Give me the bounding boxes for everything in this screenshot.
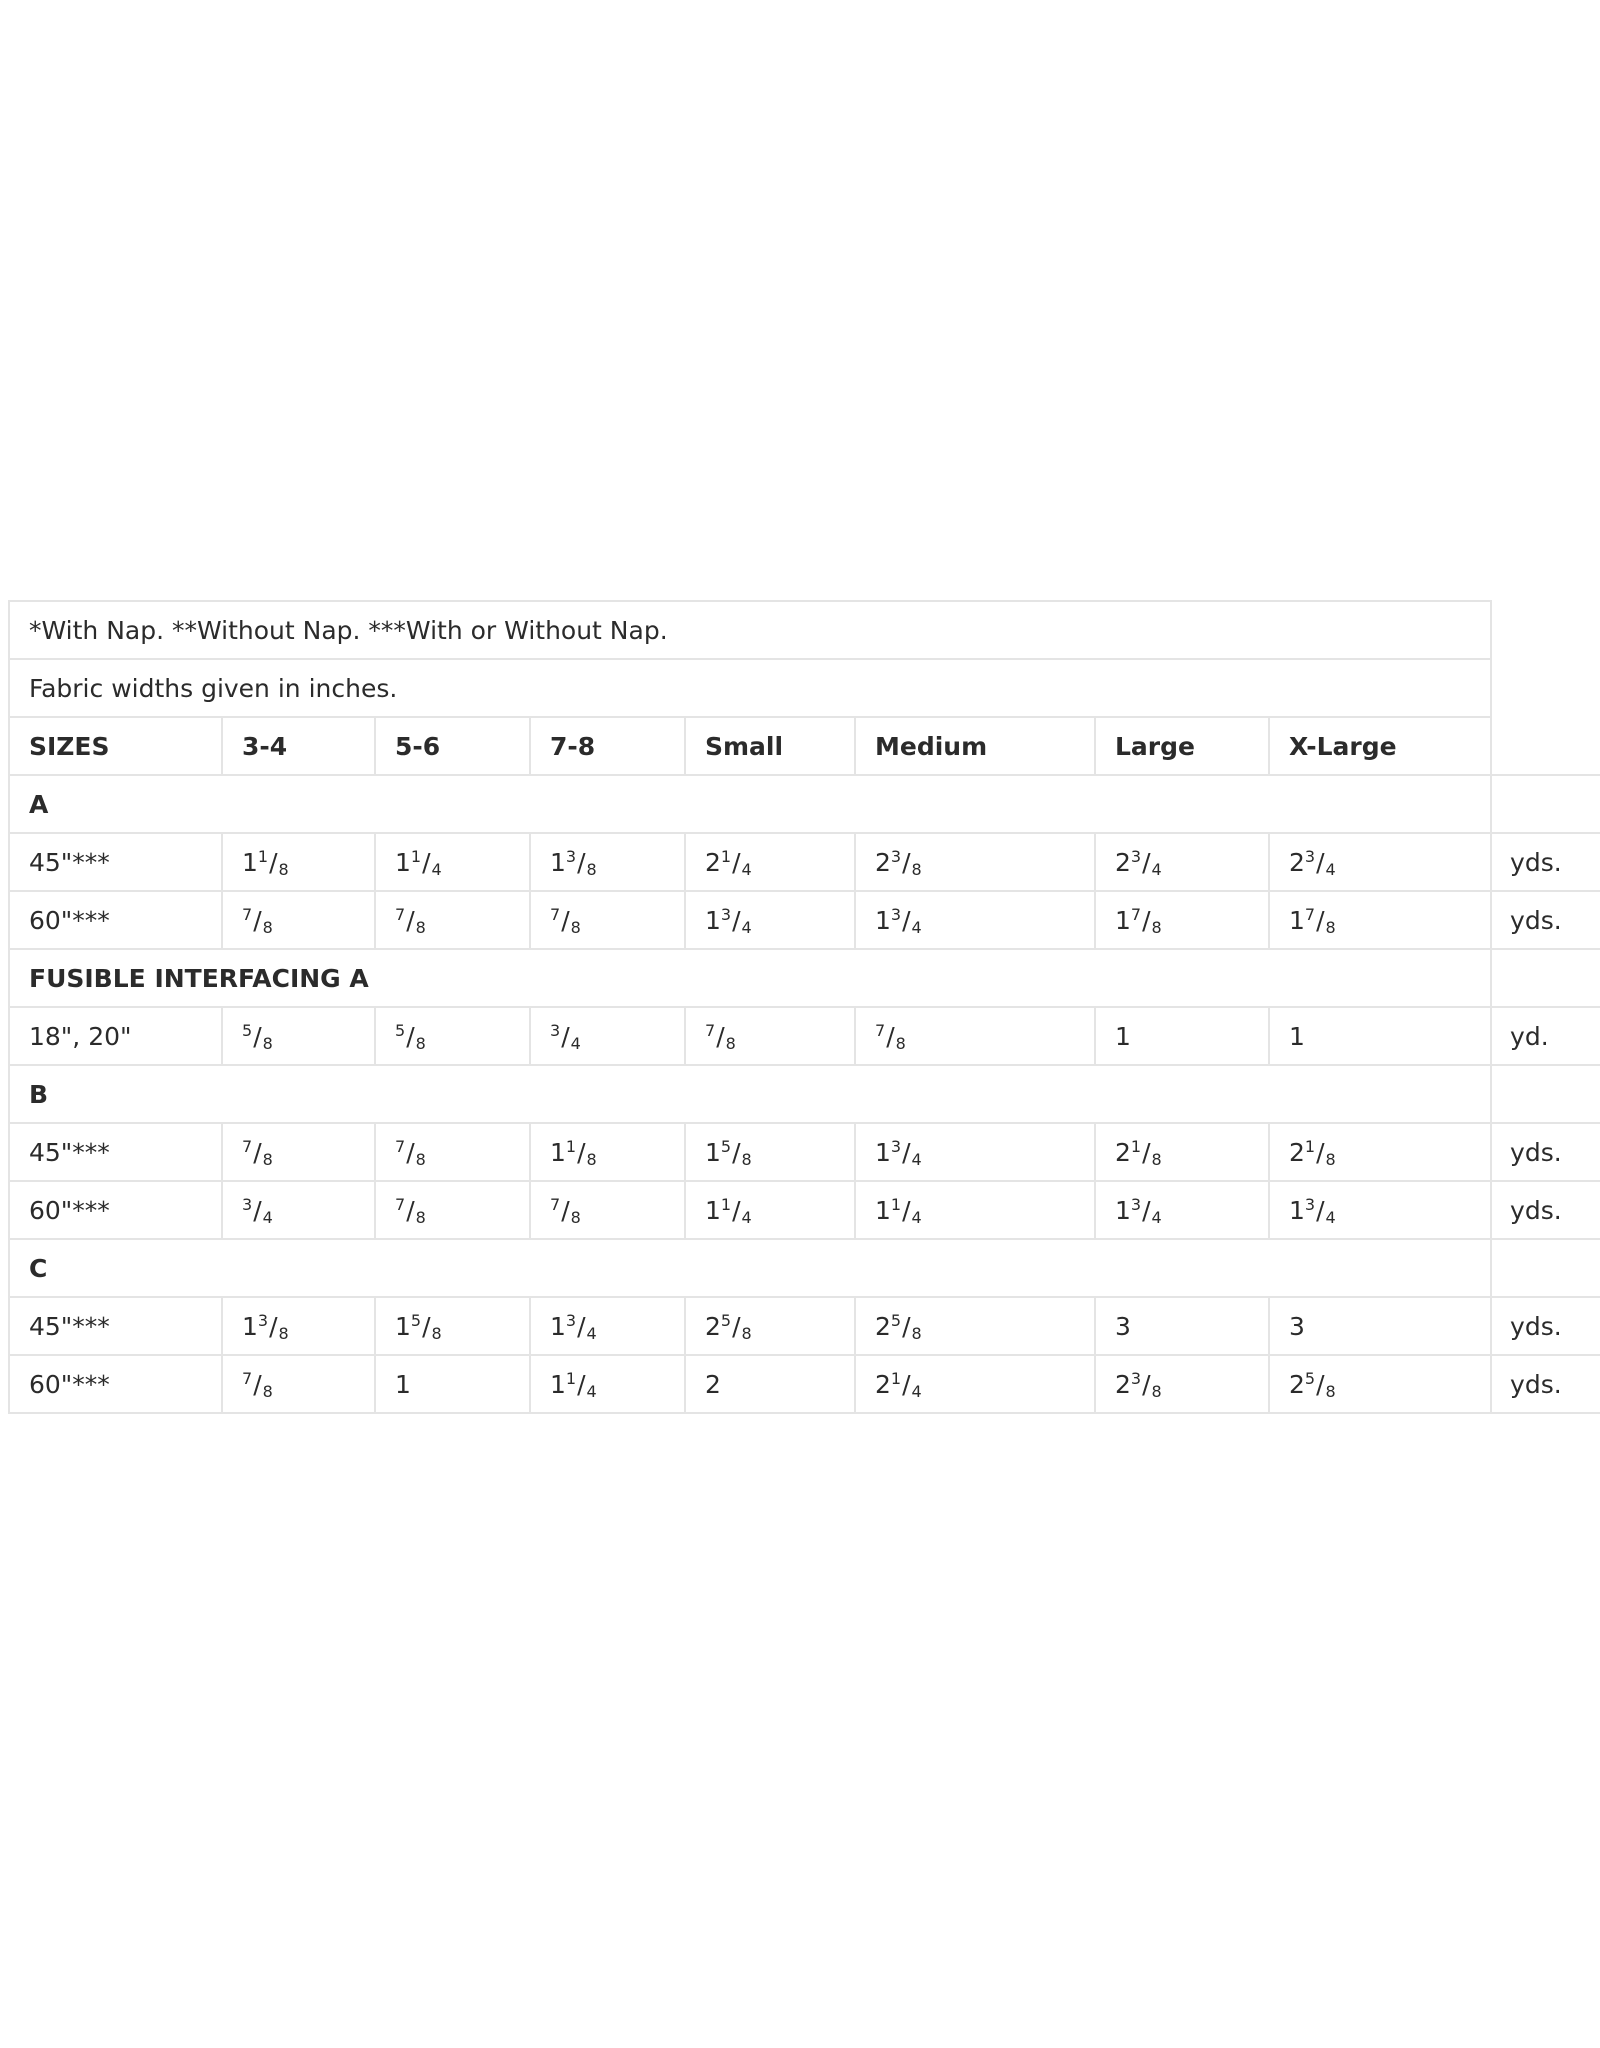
yardage-value: $2^1/_8$ [1095,1123,1269,1181]
section-title: C [9,1239,1491,1297]
yardage-row [9,1123,1600,1181]
yardage-value: $2^1/_8$ [1269,1123,1491,1181]
yardage-value: $1^7/_8$ [1269,891,1491,949]
yardage-value: $1^1/_4$ [530,1355,685,1413]
yardage-row [9,1181,1600,1239]
yardage-row [9,1297,1600,1355]
empty-cell [1491,1065,1600,1123]
fabric-width: 60"*** [9,891,222,949]
size-header: Small [685,717,855,775]
yardage-row [9,891,1600,949]
empty-cell [1491,659,1600,717]
note-row [9,659,1600,717]
yardage-value: $^7/_8$ [855,1007,1095,1065]
unit-label: yd. [1491,1007,1600,1065]
yardage-value: $^7/_8$ [530,891,685,949]
yardage-value: $^7/_8$ [222,1123,375,1181]
yardage-value: $1^3/_4$ [1269,1181,1491,1239]
yardage-value: 1 [375,1355,530,1413]
size-header: 3-4 [222,717,375,775]
yardage-value: $2^5/_8$ [685,1297,855,1355]
unit-label: yds. [1491,1123,1600,1181]
fabric-width: 60"*** [9,1355,222,1413]
yardage-row [9,833,1600,891]
yardage-value: $2^3/_4$ [1095,833,1269,891]
section-title-row [9,775,1600,833]
yardage-value: $2^1/_4$ [855,1355,1095,1413]
yardage-value: $1^3/_8$ [222,1297,375,1355]
yardage-value: $^5/_8$ [222,1007,375,1065]
yardage-value: 3 [1095,1297,1269,1355]
fabric-width: 18", 20" [9,1007,222,1065]
yardage-value: $1^3/_4$ [855,891,1095,949]
unit-label: yds. [1491,1297,1600,1355]
table-body [9,601,1600,1413]
yardage-value: $2^3/_8$ [1095,1355,1269,1413]
nap-note: *With Nap. **Without Nap. ***With or Without Nap. [9,601,1491,659]
size-header: Large [1095,717,1269,775]
yardage-value: 1 [1095,1007,1269,1065]
section-title-row [9,1239,1600,1297]
size-header: 5-6 [375,717,530,775]
yardage-value: $^7/_8$ [530,1181,685,1239]
yardage-value: $1^3/_4$ [530,1297,685,1355]
fabric-width: 60"*** [9,1181,222,1239]
yardage-value: $1^7/_8$ [1095,891,1269,949]
yardage-row [9,1007,1600,1065]
unit-label: yds. [1491,833,1600,891]
size-header: X-Large [1269,717,1491,775]
unit-label: yds. [1491,1355,1600,1413]
yardage-value: $1^3/_4$ [1095,1181,1269,1239]
yardage-value: $2^1/_4$ [685,833,855,891]
yardage-value: $2^5/_8$ [1269,1355,1491,1413]
yardage-chart [8,600,1600,1414]
size-header: Medium [855,717,1095,775]
empty-cell [1491,949,1600,1007]
yardage-value: $1^3/_8$ [530,833,685,891]
yardage-value: $^7/_8$ [222,1355,375,1413]
yardage-value: $^7/_8$ [375,1181,530,1239]
yardage-row [9,1355,1600,1413]
yardage-value: $2^5/_8$ [855,1297,1095,1355]
yardage-value: $2^3/_4$ [1269,833,1491,891]
yardage-value: $1^1/_8$ [530,1123,685,1181]
yardage-value: $^7/_8$ [222,891,375,949]
yardage-value: $1^1/_8$ [222,833,375,891]
width-note: Fabric widths given in inches. [9,659,1491,717]
empty-cell [1491,717,1600,775]
yardage-value: $1^3/_4$ [685,891,855,949]
section-title: FUSIBLE INTERFACING A [9,949,1491,1007]
yardage-value: $1^1/_4$ [375,833,530,891]
section-title: B [9,1065,1491,1123]
fabric-width: 45"*** [9,833,222,891]
yardage-value: $1^1/_4$ [685,1181,855,1239]
yardage-value: 3 [1269,1297,1491,1355]
section-title-row [9,949,1600,1007]
empty-cell [1491,775,1600,833]
unit-label: yds. [1491,1181,1600,1239]
yardage-value: 2 [685,1355,855,1413]
fabric-width: 45"*** [9,1297,222,1355]
yardage-value: 1 [1269,1007,1491,1065]
yardage-value: $2^3/_8$ [855,833,1095,891]
yardage-value: $^7/_8$ [375,1123,530,1181]
note-row [9,601,1600,659]
yardage-value: $1^1/_4$ [855,1181,1095,1239]
section-title-row [9,1065,1600,1123]
size-header: 7-8 [530,717,685,775]
yardage-value: $^7/_8$ [685,1007,855,1065]
yardage-value: $^7/_8$ [375,891,530,949]
yardage-value: $^3/_4$ [222,1181,375,1239]
yardage-value: $^3/_4$ [530,1007,685,1065]
empty-cell [1491,1239,1600,1297]
fabric-width: 45"*** [9,1123,222,1181]
yardage-value: $1^3/_4$ [855,1123,1095,1181]
sizes-header-row [9,717,1600,775]
sizes-header-label: SIZES [9,717,222,775]
unit-label: yds. [1491,891,1600,949]
section-title: A [9,775,1491,833]
yardage-value: $^5/_8$ [375,1007,530,1065]
empty-cell [1491,601,1600,659]
yardage-value: $1^5/_8$ [685,1123,855,1181]
yardage-value: $1^5/_8$ [375,1297,530,1355]
yardage-table [8,600,1600,1414]
